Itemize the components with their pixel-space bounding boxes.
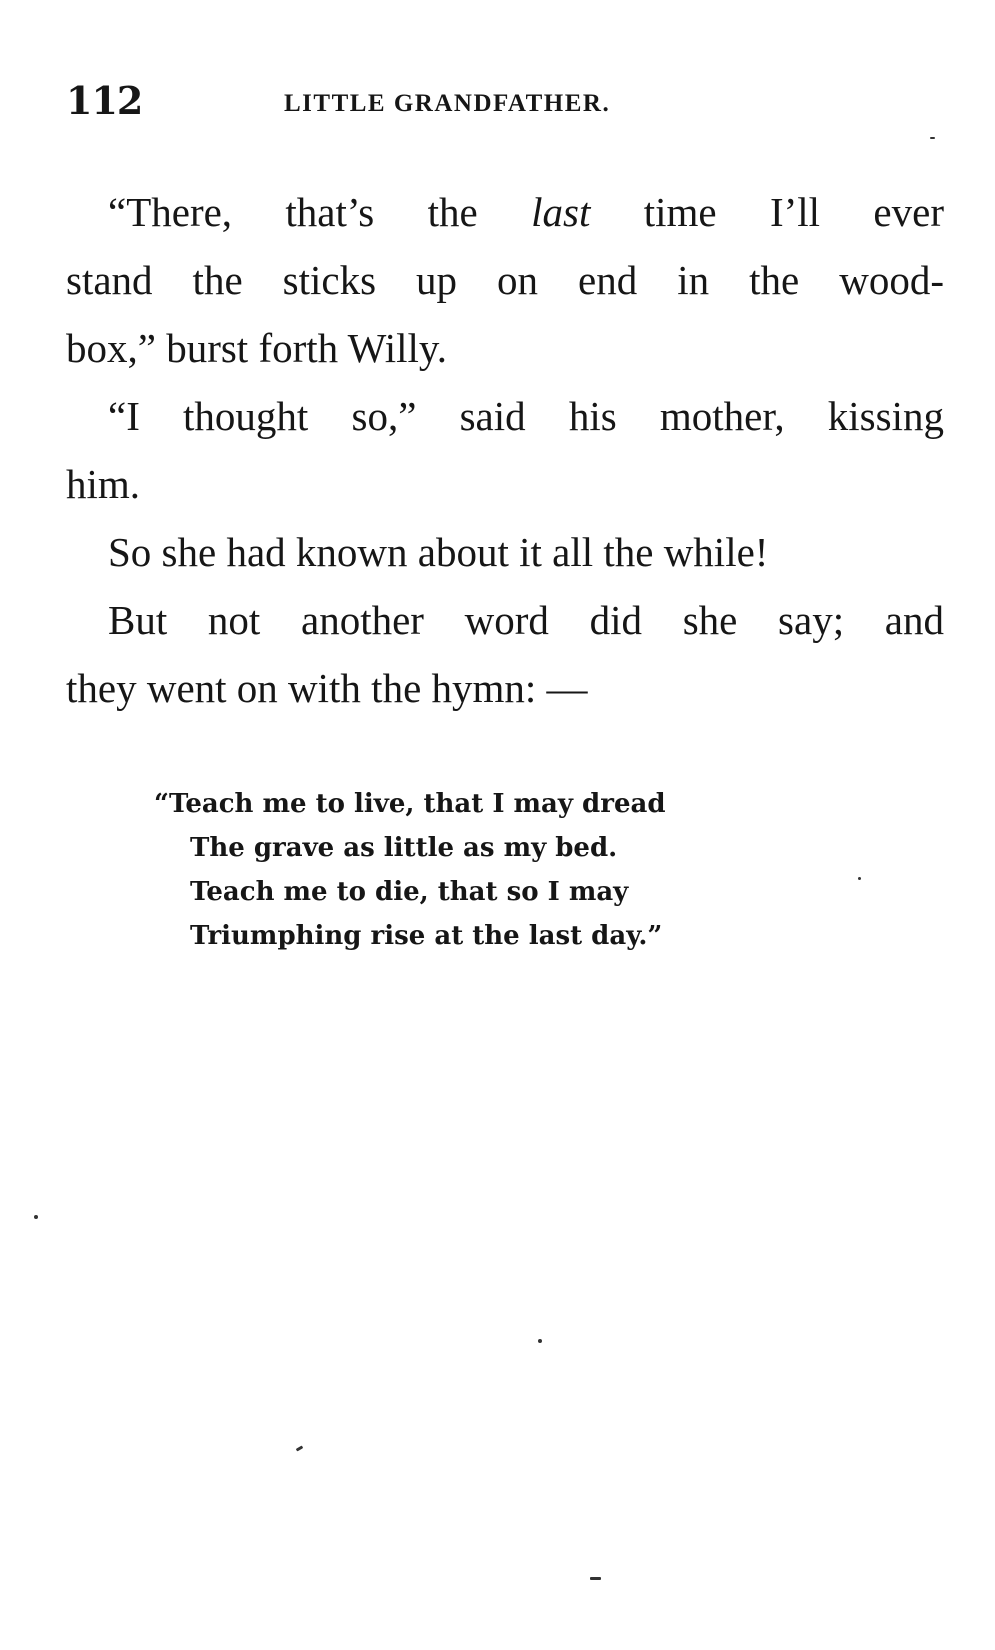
scan-speck bbox=[538, 1339, 542, 1343]
running-title: LITTLE GRANDFATHER. bbox=[284, 90, 611, 117]
scan-speck bbox=[34, 1215, 38, 1219]
poem-line: The grave as little as my bed. bbox=[190, 833, 618, 863]
poem-line: “Teach me to live, that I may dread bbox=[154, 789, 666, 819]
paragraph bbox=[66, 518, 944, 586]
text-line: But not another word did she say; and bbox=[108, 597, 944, 643]
poem-line: Teach me to die, that so I may bbox=[190, 877, 629, 907]
page-header bbox=[66, 78, 946, 128]
emphasized-word: last bbox=[531, 189, 591, 235]
text-line: they went on with the hymn: — bbox=[66, 665, 588, 711]
hymn-quote bbox=[154, 782, 666, 958]
text-line: him. bbox=[66, 461, 141, 507]
page-number: 112 bbox=[66, 78, 143, 123]
text-line: So she had known about it all the while! bbox=[108, 529, 769, 575]
text-line: “I thought so,” said his mother, kissing bbox=[108, 393, 944, 439]
scan-speck bbox=[858, 877, 861, 880]
body-text bbox=[66, 178, 944, 722]
text-line: stand the sticks up on end in the wood- bbox=[66, 257, 944, 303]
paragraph bbox=[66, 586, 944, 722]
paragraph bbox=[66, 382, 944, 518]
scan-speck bbox=[590, 1577, 601, 1580]
paragraph bbox=[66, 178, 944, 382]
text-line: “There, that’s the last time I’ll ever bbox=[108, 189, 944, 235]
scan-speck bbox=[930, 137, 935, 139]
text-line: box,” burst forth Willy. bbox=[66, 325, 447, 371]
scan-speck bbox=[296, 1445, 304, 1451]
poem-line: Triumphing rise at the last day.” bbox=[190, 921, 663, 951]
